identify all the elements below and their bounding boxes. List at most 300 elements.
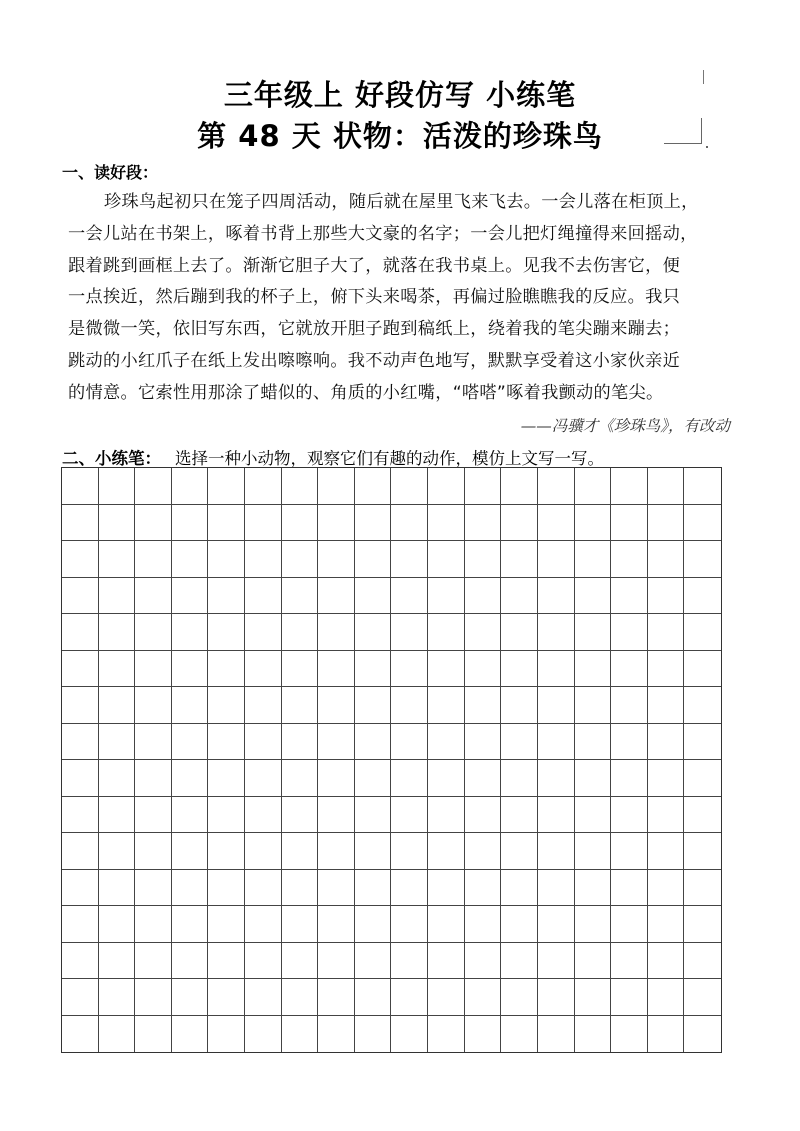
grid-cell[interactable] — [465, 468, 502, 505]
grid-cell[interactable] — [428, 943, 465, 980]
grid-cell[interactable] — [465, 687, 502, 724]
grid-cell[interactable] — [611, 979, 648, 1016]
grid-cell[interactable] — [648, 687, 685, 724]
grid-cell[interactable] — [62, 979, 99, 1016]
grid-cell[interactable] — [575, 468, 612, 505]
grid-cell[interactable] — [391, 578, 428, 615]
grid-cell[interactable] — [208, 797, 245, 834]
grid-cell[interactable] — [172, 651, 209, 688]
grid-cell[interactable] — [538, 797, 575, 834]
grid-cell[interactable] — [391, 833, 428, 870]
grid-cell[interactable] — [611, 724, 648, 761]
grid-cell[interactable] — [538, 614, 575, 651]
grid-cell[interactable] — [575, 979, 612, 1016]
grid-cell[interactable] — [208, 870, 245, 907]
read-section-heading: 一、读好段： — [62, 163, 159, 182]
grid-cell[interactable] — [282, 505, 319, 542]
grid-cell[interactable] — [135, 468, 172, 505]
grid-cell[interactable] — [99, 505, 136, 542]
grid-cell[interactable] — [684, 979, 721, 1016]
grid-cell[interactable] — [501, 468, 538, 505]
grid-cell[interactable] — [245, 833, 282, 870]
grid-cell[interactable] — [428, 833, 465, 870]
grid-cell[interactable] — [99, 614, 136, 651]
grid-cell[interactable] — [538, 651, 575, 688]
grid-cell[interactable] — [648, 614, 685, 651]
grid-cell[interactable] — [172, 797, 209, 834]
grid-cell[interactable] — [611, 468, 648, 505]
grid-cell[interactable] — [648, 870, 685, 907]
grid-cell[interactable] — [575, 906, 612, 943]
grid-cell[interactable] — [611, 870, 648, 907]
grid-cell[interactable] — [62, 687, 99, 724]
grid-cell[interactable] — [282, 943, 319, 980]
reading-paragraph — [68, 187, 744, 410]
grid-cell[interactable] — [355, 906, 392, 943]
grid-cell[interactable] — [208, 541, 245, 578]
grid-cell[interactable] — [99, 651, 136, 688]
grid-cell[interactable] — [465, 614, 502, 651]
grid-cell[interactable] — [501, 724, 538, 761]
grid-cell[interactable] — [318, 797, 355, 834]
grid-cell[interactable] — [538, 687, 575, 724]
grid-cell[interactable] — [245, 979, 282, 1016]
grid-cell[interactable] — [428, 906, 465, 943]
grid-cell[interactable] — [62, 833, 99, 870]
grid-cell[interactable] — [501, 870, 538, 907]
grid-cell[interactable] — [172, 614, 209, 651]
grid-cell[interactable] — [282, 541, 319, 578]
grid-cell[interactable] — [135, 578, 172, 615]
grid-cell[interactable] — [135, 906, 172, 943]
grid-cell[interactable] — [391, 505, 428, 542]
grid-cell[interactable] — [99, 687, 136, 724]
grid-cell[interactable] — [282, 833, 319, 870]
grid-cell[interactable] — [355, 614, 392, 651]
grid-cell[interactable] — [245, 687, 282, 724]
grid-cell[interactable] — [355, 833, 392, 870]
grid-cell[interactable] — [575, 833, 612, 870]
grid-cell[interactable] — [318, 505, 355, 542]
grid-cell[interactable] — [648, 943, 685, 980]
grid-cell[interactable] — [135, 541, 172, 578]
grid-cell[interactable] — [208, 578, 245, 615]
grid-cell[interactable] — [684, 833, 721, 870]
grid-cell[interactable] — [245, 614, 282, 651]
grid-cell[interactable] — [391, 687, 428, 724]
grid-cell[interactable] — [501, 797, 538, 834]
grid-cell[interactable] — [62, 797, 99, 834]
grid-cell[interactable] — [611, 687, 648, 724]
grid-cell[interactable] — [208, 651, 245, 688]
grid-cell[interactable] — [208, 906, 245, 943]
grid-cell[interactable] — [245, 578, 282, 615]
grid-cell[interactable] — [575, 724, 612, 761]
grid-cell[interactable] — [465, 1016, 502, 1053]
grid-cell[interactable] — [135, 797, 172, 834]
grid-cell[interactable] — [135, 1016, 172, 1053]
grid-cell[interactable] — [465, 833, 502, 870]
grid-cell[interactable] — [684, 687, 721, 724]
grid-cell[interactable] — [135, 687, 172, 724]
grid-cell[interactable] — [501, 541, 538, 578]
grid-cell[interactable] — [282, 651, 319, 688]
grid-cell[interactable] — [62, 870, 99, 907]
grid-cell[interactable] — [538, 870, 575, 907]
grid-cell[interactable] — [391, 760, 428, 797]
grid-cell[interactable] — [428, 468, 465, 505]
grid-cell[interactable] — [208, 979, 245, 1016]
grid-cell[interactable] — [428, 651, 465, 688]
grid-cell[interactable] — [611, 578, 648, 615]
grid-cell[interactable] — [318, 724, 355, 761]
grid-cell[interactable] — [391, 943, 428, 980]
grid-cell[interactable] — [99, 979, 136, 1016]
grid-cell[interactable] — [135, 979, 172, 1016]
grid-cell[interactable] — [318, 760, 355, 797]
grid-cell[interactable] — [135, 651, 172, 688]
grid-cell[interactable] — [684, 468, 721, 505]
grid-cell[interactable] — [611, 797, 648, 834]
grid-cell[interactable] — [501, 979, 538, 1016]
grid-cell[interactable] — [99, 870, 136, 907]
grid-cell[interactable] — [172, 541, 209, 578]
grid-cell[interactable] — [318, 906, 355, 943]
grid-cell[interactable] — [391, 870, 428, 907]
grid-cell[interactable] — [172, 760, 209, 797]
grid-cell[interactable] — [318, 833, 355, 870]
grid-cell[interactable] — [318, 614, 355, 651]
grid-cell[interactable] — [465, 760, 502, 797]
grid-cell[interactable] — [538, 505, 575, 542]
grid-cell[interactable] — [465, 578, 502, 615]
grid-cell[interactable] — [501, 833, 538, 870]
grid-cell[interactable] — [538, 943, 575, 980]
grid-cell[interactable] — [684, 797, 721, 834]
grid-cell[interactable] — [282, 578, 319, 615]
worksheet-title: 三年级上 好段仿写 小练笔 — [223, 78, 577, 112]
grid-cell[interactable] — [208, 833, 245, 870]
grid-cell[interactable] — [245, 943, 282, 980]
grid-cell[interactable] — [611, 614, 648, 651]
grid-cell[interactable] — [501, 906, 538, 943]
grid-cell[interactable] — [648, 906, 685, 943]
grid-cell[interactable] — [611, 651, 648, 688]
write-section-heading — [62, 445, 604, 469]
grid-cell[interactable] — [99, 906, 136, 943]
grid-cell[interactable] — [501, 943, 538, 980]
grid-cell[interactable] — [99, 943, 136, 980]
write-section-label: 二、小练笔： — [62, 449, 161, 468]
grid-cell[interactable] — [135, 943, 172, 980]
grid-cell[interactable] — [135, 724, 172, 761]
grid-cell[interactable] — [355, 651, 392, 688]
grid-cell[interactable] — [208, 1016, 245, 1053]
grid-cell[interactable] — [62, 1016, 99, 1053]
grid-cell[interactable] — [575, 760, 612, 797]
grid-cell[interactable] — [501, 760, 538, 797]
grid-cell[interactable] — [282, 687, 319, 724]
grid-cell[interactable] — [684, 870, 721, 907]
grid-cell[interactable] — [282, 906, 319, 943]
grid-cell[interactable] — [611, 505, 648, 542]
grid-cell[interactable] — [355, 1016, 392, 1053]
grid-cell[interactable] — [501, 1016, 538, 1053]
grid-cell[interactable] — [538, 979, 575, 1016]
grid-cell[interactable] — [62, 943, 99, 980]
grid-cell[interactable] — [465, 979, 502, 1016]
grid-cell[interactable] — [282, 468, 319, 505]
grid-cell[interactable] — [611, 833, 648, 870]
grid-cell[interactable] — [318, 1016, 355, 1053]
grid-cell[interactable] — [245, 1016, 282, 1053]
grid-cell[interactable] — [428, 505, 465, 542]
grid-cell[interactable] — [575, 943, 612, 980]
grid-cell[interactable] — [538, 578, 575, 615]
grid-cell[interactable] — [135, 505, 172, 542]
grid-cell[interactable] — [611, 943, 648, 980]
grid-cell[interactable] — [318, 687, 355, 724]
grid-cell[interactable] — [538, 833, 575, 870]
grid-cell[interactable] — [648, 833, 685, 870]
grid-cell[interactable] — [355, 943, 392, 980]
grid-cell[interactable] — [62, 760, 99, 797]
grid-cell[interactable] — [575, 505, 612, 542]
grid-cell[interactable] — [465, 906, 502, 943]
grid-cell[interactable] — [62, 541, 99, 578]
grid-cell[interactable] — [575, 797, 612, 834]
grid-cell[interactable] — [282, 760, 319, 797]
writing-grid[interactable] — [61, 467, 722, 1053]
grid-cell[interactable] — [648, 979, 685, 1016]
grid-cell[interactable] — [684, 724, 721, 761]
grid-cell[interactable] — [172, 906, 209, 943]
grid-cell[interactable] — [282, 797, 319, 834]
grid-cell[interactable] — [575, 1016, 612, 1053]
grid-cell[interactable] — [428, 578, 465, 615]
grid-cell[interactable] — [428, 614, 465, 651]
grid-cell[interactable] — [245, 797, 282, 834]
grid-cell[interactable] — [465, 541, 502, 578]
grid-cell[interactable] — [648, 1016, 685, 1053]
grid-cell[interactable] — [648, 724, 685, 761]
grid-cell[interactable] — [684, 906, 721, 943]
grid-cell[interactable] — [391, 651, 428, 688]
grid-cell[interactable] — [575, 870, 612, 907]
grid-cell[interactable] — [391, 797, 428, 834]
grid-cell[interactable] — [391, 614, 428, 651]
grid-cell[interactable] — [575, 541, 612, 578]
grid-cell[interactable] — [648, 541, 685, 578]
grid-cell[interactable] — [428, 797, 465, 834]
grid-cell[interactable] — [318, 870, 355, 907]
grid-cell[interactable] — [172, 870, 209, 907]
grid-cell[interactable] — [575, 651, 612, 688]
grid-cell[interactable] — [208, 943, 245, 980]
grid-cell[interactable] — [575, 614, 612, 651]
grid-cell[interactable] — [62, 468, 99, 505]
grid-cell[interactable] — [355, 797, 392, 834]
grid-cell[interactable] — [428, 687, 465, 724]
grid-cell[interactable] — [172, 1016, 209, 1053]
grid-cell[interactable] — [245, 541, 282, 578]
grid-cell[interactable] — [391, 906, 428, 943]
grid-cell[interactable] — [465, 797, 502, 834]
grid-cell[interactable] — [245, 906, 282, 943]
grid-cell[interactable] — [245, 760, 282, 797]
grid-cell[interactable] — [684, 505, 721, 542]
grid-cell[interactable] — [355, 760, 392, 797]
grid-cell[interactable] — [684, 1016, 721, 1053]
grid-cell[interactable] — [465, 505, 502, 542]
grid-cell[interactable] — [428, 760, 465, 797]
grid-cell[interactable] — [648, 505, 685, 542]
grid-cell[interactable] — [538, 468, 575, 505]
grid-cell[interactable] — [355, 578, 392, 615]
grid-cell[interactable] — [245, 505, 282, 542]
grid-cell[interactable] — [391, 724, 428, 761]
grid-cell[interactable] — [318, 943, 355, 980]
grid-cell[interactable] — [208, 687, 245, 724]
grid-cell[interactable] — [391, 979, 428, 1016]
grid-cell[interactable] — [538, 906, 575, 943]
grid-cell[interactable] — [318, 541, 355, 578]
paragraph-line: 跟着跳到画框上去了。渐渐它胆子大了，就落在我书桌上。见我不去伤害它，便 — [68, 255, 681, 276]
grid-cell[interactable] — [538, 724, 575, 761]
grid-cell[interactable] — [99, 541, 136, 578]
grid-cell[interactable] — [135, 833, 172, 870]
grid-cell[interactable] — [208, 724, 245, 761]
grid-cell[interactable] — [465, 870, 502, 907]
grid-cell[interactable] — [99, 578, 136, 615]
grid-cell[interactable] — [648, 760, 685, 797]
grid-cell[interactable] — [428, 870, 465, 907]
grid-cell[interactable] — [355, 541, 392, 578]
grid-cell[interactable] — [208, 760, 245, 797]
grid-cell[interactable] — [62, 724, 99, 761]
grid-cell[interactable] — [135, 760, 172, 797]
paragraph-line: 一会儿站在书架上，啄着书背上那些大文豪的名字；一会儿把灯绳撞得来回摇动， — [68, 223, 698, 244]
grid-cell[interactable] — [172, 833, 209, 870]
grid-cell[interactable] — [172, 943, 209, 980]
grid-cell[interactable] — [501, 578, 538, 615]
grid-cell[interactable] — [282, 979, 319, 1016]
grid-cell[interactable] — [428, 979, 465, 1016]
grid-cell[interactable] — [648, 468, 685, 505]
grid-cell[interactable] — [99, 468, 136, 505]
grid-cell[interactable] — [282, 614, 319, 651]
grid-cell[interactable] — [245, 724, 282, 761]
grid-cell[interactable] — [428, 724, 465, 761]
grid-cell[interactable] — [391, 1016, 428, 1053]
grid-cell[interactable] — [501, 687, 538, 724]
grid-cell[interactable] — [611, 541, 648, 578]
corner-mark — [701, 118, 702, 144]
grid-cell[interactable] — [428, 541, 465, 578]
grid-cell[interactable] — [99, 1016, 136, 1053]
grid-cell[interactable] — [208, 505, 245, 542]
grid-cell[interactable] — [684, 541, 721, 578]
grid-cell[interactable] — [282, 870, 319, 907]
grid-cell[interactable] — [575, 687, 612, 724]
grid-cell[interactable] — [355, 687, 392, 724]
grid-cell[interactable] — [575, 578, 612, 615]
grid-cell[interactable] — [684, 943, 721, 980]
grid-cell[interactable] — [501, 651, 538, 688]
grid-cell[interactable] — [538, 1016, 575, 1053]
grid-cell[interactable] — [355, 870, 392, 907]
grid-cell[interactable] — [465, 651, 502, 688]
grid-cell[interactable] — [501, 505, 538, 542]
grid-cell[interactable] — [172, 687, 209, 724]
grid-cell[interactable] — [245, 651, 282, 688]
grid-cell[interactable] — [99, 724, 136, 761]
grid-cell[interactable] — [355, 468, 392, 505]
grid-cell[interactable] — [282, 724, 319, 761]
grid-cell[interactable] — [172, 505, 209, 542]
grid-cell[interactable] — [684, 760, 721, 797]
grid-cell[interactable] — [465, 943, 502, 980]
grid-cell[interactable] — [391, 468, 428, 505]
grid-cell[interactable] — [684, 651, 721, 688]
grid-cell[interactable] — [501, 614, 538, 651]
grid-cell[interactable] — [538, 541, 575, 578]
grid-cell[interactable] — [538, 760, 575, 797]
grid-cell[interactable] — [99, 797, 136, 834]
grid-cell[interactable] — [465, 724, 502, 761]
grid-cell[interactable] — [355, 505, 392, 542]
grid-cell[interactable] — [245, 468, 282, 505]
grid-cell[interactable] — [648, 578, 685, 615]
grid-cell[interactable] — [99, 833, 136, 870]
grid-cell[interactable] — [428, 1016, 465, 1053]
grid-cell[interactable] — [611, 1016, 648, 1053]
grid-cell[interactable] — [318, 468, 355, 505]
grid-cell[interactable] — [135, 614, 172, 651]
grid-cell[interactable] — [208, 614, 245, 651]
grid-cell[interactable] — [611, 906, 648, 943]
grid-cell[interactable] — [318, 651, 355, 688]
grid-cell[interactable] — [62, 614, 99, 651]
grid-cell[interactable] — [99, 760, 136, 797]
grid-cell[interactable] — [208, 468, 245, 505]
grid-cell[interactable] — [684, 614, 721, 651]
grid-cell[interactable] — [355, 724, 392, 761]
grid-cell[interactable] — [318, 979, 355, 1016]
grid-cell[interactable] — [648, 797, 685, 834]
grid-cell[interactable] — [684, 578, 721, 615]
grid-cell[interactable] — [318, 578, 355, 615]
grid-cell[interactable] — [62, 651, 99, 688]
grid-cell[interactable] — [172, 979, 209, 1016]
paragraph-line: 的情意。它索性用那涂了蜡似的、角质的小红嘴，“嗒嗒”啄着我颤动的笔尖。 — [68, 382, 664, 403]
grid-cell[interactable] — [355, 979, 392, 1016]
grid-cell[interactable] — [611, 760, 648, 797]
grid-cell[interactable] — [172, 468, 209, 505]
paragraph-line: 一点挨近，然后蹦到我的杯子上，俯下头来喝茶，再偏过脸瞧瞧我的反应。我只 — [68, 287, 681, 308]
grid-cell[interactable] — [245, 870, 282, 907]
grid-cell[interactable] — [172, 578, 209, 615]
grid-cell[interactable] — [62, 505, 99, 542]
grid-cell[interactable] — [172, 724, 209, 761]
grid-cell[interactable] — [648, 651, 685, 688]
grid-cell[interactable] — [282, 1016, 319, 1053]
grid-cell[interactable] — [135, 870, 172, 907]
grid-cell[interactable] — [62, 578, 99, 615]
grid-cell[interactable] — [391, 541, 428, 578]
grid-cell[interactable] — [62, 906, 99, 943]
paragraph-line: 跳动的小红爪子在纸上发出嚓嚓响。我不动声色地写，默默享受着这小家伙亲近 — [68, 350, 681, 371]
